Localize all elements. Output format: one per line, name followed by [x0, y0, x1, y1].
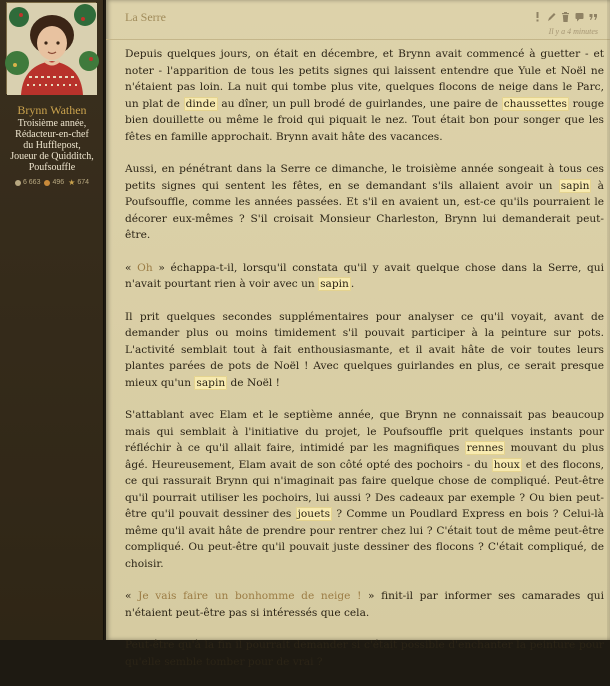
text-run: au dîner, un pull brodé de guirlandes, une paire de — [217, 97, 502, 110]
coin-icon — [44, 180, 50, 186]
highlight-word: dinde — [185, 97, 216, 110]
text-run: Aussi, en pénétrant dans la Serre ce dimanche, le troisième année songeait à tous ces petits signes qui sentent les fêtes, en se demandant s'ils allaient avoir un — [125, 163, 604, 192]
quote-icon[interactable] — [589, 12, 598, 22]
message-count-value: 6 663 — [22, 179, 41, 186]
avatar[interactable] — [6, 2, 96, 94]
quote-mark: « — [125, 261, 138, 274]
post-actions — [533, 12, 598, 22]
post-body — [125, 46, 604, 686]
author-name[interactable]: Brynn Wathen — [17, 103, 87, 117]
highlight-word: chaussettes — [503, 97, 567, 110]
text-run: finit-il par informer ses camarades qui n'étaient peut-être pas si intéressés que cela. — [125, 590, 604, 619]
text-run: Peut-être qu'à la fin il pourrait demander si c'était possible d'enchanter la peinture pour qu'elle semble tomber pour de vrai ? — [125, 639, 604, 668]
paragraph — [125, 588, 604, 621]
text-run: à Poufsouffle, comme les années passées. Et s'il en avaient un, est-ce qu'ils pourraient le décorer eux-mêmes ? S'il croisait Monsieur Charleston, Brynn lui demanderait peut-être. — [125, 179, 604, 241]
rank-line: du Hufflepost, — [23, 140, 81, 151]
text-run: Il prit quelques secondes supplémentaires pour analyser ce qu'il voyait, avant de demander plus ou moins timidement s'il pouvait participer à la peinture sur pots. L'activité semblait tout à fait enthousiasmante, et il avait hâte de voir toutes leurs plantes parées de pots de Noël ! Avec quelques guirlandes en plus, ce serait presque mieux qu'un — [125, 310, 604, 389]
post-header — [106, 0, 610, 40]
star-count-value: 674 — [77, 179, 90, 186]
author-panel — [0, 0, 104, 640]
paragraph — [125, 407, 604, 572]
quote-mark: » — [361, 590, 375, 602]
text-run: . — [350, 278, 355, 290]
rank-line: Rédacteur-en-chef — [15, 129, 89, 140]
text-run: Depuis quelques jours, on était en décembre, et Brynn avait commencé à guetter - et noter - l'apparition de tous les petits signes qui laissent entendre que Yule et Noël ne n'étaient pas loin. La nuit qui tombe plus vite, quelques flocons de neige dans le Parc, un plat de — [125, 48, 604, 110]
highlight-word: sapin — [560, 179, 590, 192]
paragraph — [125, 46, 604, 145]
rank-line: Poufsouffle — [28, 162, 76, 173]
paragraph — [125, 637, 604, 670]
highlight-word: rennes — [466, 442, 504, 454]
post-title[interactable]: La Serre — [125, 10, 166, 24]
rank-line: Joueur de Quidditch, — [10, 151, 94, 162]
post-panel — [106, 0, 610, 668]
text-run: S'attablant avec Elam et le septième année, que Brynn ne connaissait pas beaucoup mais qui semblait à l'initiative du projet, le Poufsouffle prit quelques instants pour réfléchir à ce qu'il allait faire, intimidé par les magnifiques — [125, 409, 604, 454]
author-ranks — [2, 118, 102, 173]
coin-count — [44, 179, 64, 186]
highlight-word: sapin — [320, 278, 349, 290]
delete-icon[interactable] — [561, 12, 570, 22]
highlight-word: sapin — [196, 376, 226, 389]
rank-line: Troisième année, — [17, 118, 87, 129]
dialogue-quote: Oh — [137, 261, 153, 274]
text-run: rouge bien douillette ou même le froid qui piquait le nez. Tout était bon pour songer que les fêtes en famille approchait. Brynn avait hâte des vacances. — [125, 97, 604, 143]
star-count — [68, 178, 89, 187]
alert-icon[interactable] — [533, 12, 542, 22]
text-run: et des flocons, ce qui rassurait Brynn qui n'imaginait pas faire quelque chose de compliqué. Peut-être qu'il pourrait utiliser les pochoirs, lui aussi ? Des cadeaux par exemple ? Ou bien peut-être qu'il pouvait dessiner des — [125, 458, 604, 520]
text-run: mouvant du plus âgé. Heureusement, Elam avait de son côté opté des pochoirs - du — [125, 442, 604, 471]
highlight-word: houx — [493, 458, 520, 471]
highlight-word: jouets — [297, 508, 331, 520]
post-timestamp: Il y a 4 minutes — [548, 27, 598, 36]
quote-mark: » — [152, 261, 165, 274]
star-icon: ★ — [68, 178, 76, 187]
dialogue-quote: Je vais faire un bonhomme de neige ! — [138, 590, 362, 602]
message-icon — [15, 180, 21, 186]
message-count — [15, 179, 41, 186]
text-run: échappa-t-il, lorsqu'il constata qu'il y avait quelque chose dans la Serre, qui n'avait pourtant rien à voir avec un — [125, 261, 604, 290]
author-stats — [0, 178, 104, 187]
avatar-image — [7, 3, 97, 95]
edit-icon[interactable] — [547, 12, 556, 22]
paragraph — [125, 260, 604, 293]
paragraph — [125, 309, 604, 392]
reply-icon[interactable] — [575, 12, 584, 22]
text-run: ? Comme un Poudlard Express en bois ? Celui-là même qu'il avait hâte de prendre pour rentrer chez lui ? C'était tout de même peut-être compliqué. Ou peut-être qu'il pouvait juste dessiner des flocons ? C'était compliqué, de choisir. — [125, 508, 604, 570]
paragraph — [125, 161, 604, 244]
quote-mark: « — [125, 590, 139, 602]
text-run: de Noël ! — [227, 376, 280, 389]
coin-count-value: 496 — [52, 179, 65, 186]
